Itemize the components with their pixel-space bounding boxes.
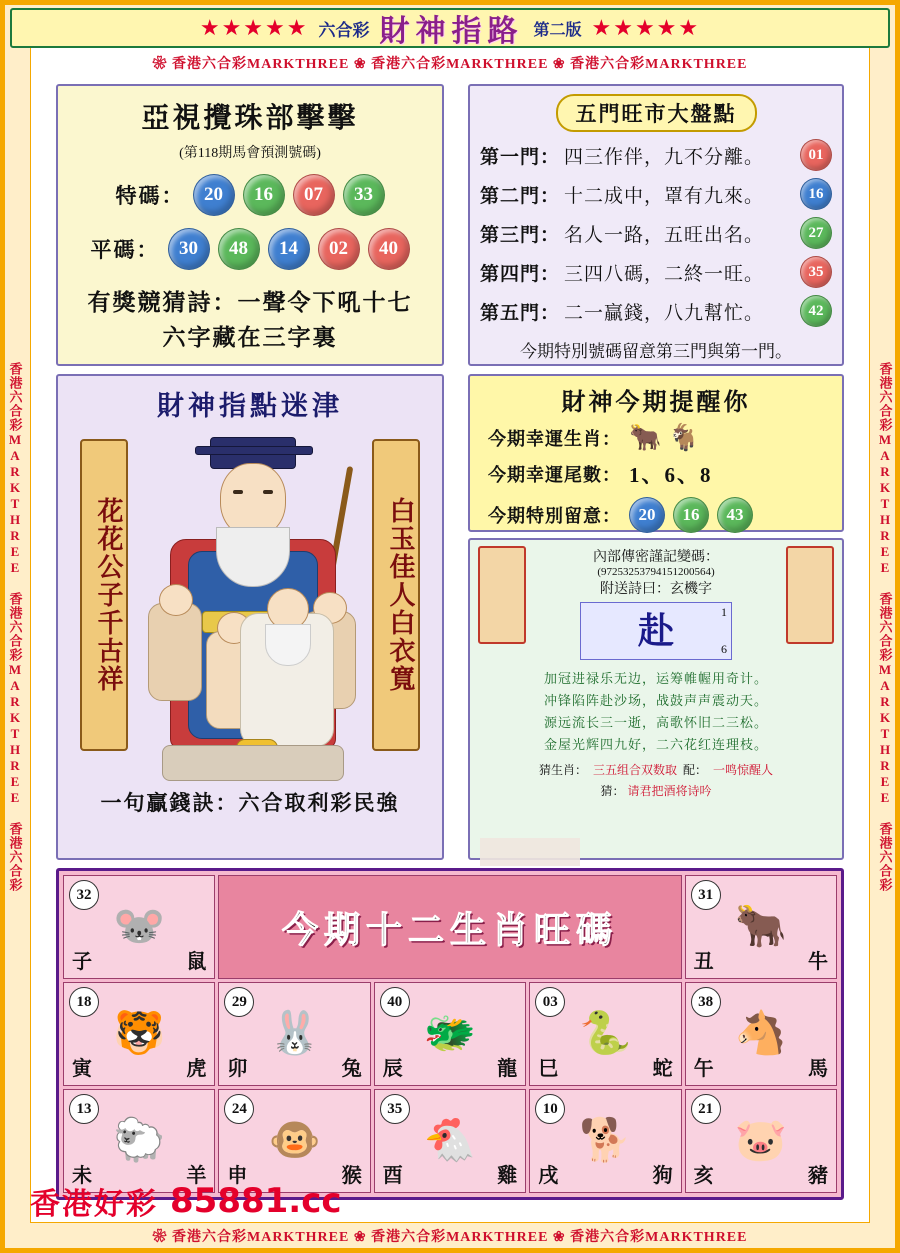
guess-answer: 一鸣惊醒人 xyxy=(713,763,774,777)
marquee-top: ❀ 香港六合彩MARKTHREE ❀ 香港六合彩MARKTHREE ❀ 香港六合彩MARKTHREE xyxy=(152,57,748,72)
zodiac-cell-ox[interactable] xyxy=(685,875,837,979)
tiger-icon: 🐯 xyxy=(113,1011,166,1057)
special-ball: 07 xyxy=(293,174,335,216)
zodiac-name: 龍 xyxy=(497,1058,518,1080)
poem-row: 冲锋陷阵赴沙场，战鼓声声震动天。 xyxy=(543,693,768,708)
zodiac-number: 18 xyxy=(69,987,99,1017)
zodiac-number: 38 xyxy=(691,987,721,1017)
secret-line-2: (97253253794151200564) xyxy=(597,566,715,578)
zodiac-branch: 未 xyxy=(72,1165,92,1187)
snake-icon: 🐍 xyxy=(579,1011,632,1057)
five-gates-footer: 今期特別號碼留意第三門與第一門。 xyxy=(520,342,792,361)
stars-left-icon: ★★★★★ xyxy=(199,15,309,40)
normal-label: 平碼： xyxy=(90,238,160,262)
normal-ball: 14 xyxy=(268,228,310,270)
mystery-character: 赴 xyxy=(637,611,674,651)
zodiac-branch: 戌 xyxy=(538,1165,559,1187)
secret-code-box xyxy=(468,538,844,860)
reminder-box xyxy=(468,374,844,532)
zodiac-grid-title: 今期十二生肖旺碼 xyxy=(281,909,618,950)
prediction-subtitle: (第118期馬會預測號碼) xyxy=(179,146,321,161)
gate-row xyxy=(480,256,832,288)
gate-label: 第一門： xyxy=(480,146,561,168)
zodiac-name: 兔 xyxy=(341,1058,362,1080)
zodiac-branch: 丑 xyxy=(693,951,714,973)
gate-row xyxy=(480,139,832,171)
zodiac-number: 40 xyxy=(380,987,410,1017)
gate-text: 三四八碼，二終一旺。 xyxy=(564,263,765,285)
marquee-bottom: ❀ 香港六合彩MARKTHREE ❀ 香港六合彩MARKTHREE ❀ 香港六合彩MARKTHREE xyxy=(152,1230,748,1245)
zodiac-name: 猴 xyxy=(341,1165,362,1187)
guess-row-2 xyxy=(478,782,834,799)
zodiac-grid xyxy=(63,875,837,1193)
poem-row: 加冠进禄乐无边，运筹帷幄用奇计。 xyxy=(543,671,768,686)
rabbit-icon: 🐰 xyxy=(268,1011,321,1057)
gate-label: 第二門： xyxy=(480,185,561,207)
side-marquee-left: 香港六合彩MARKTHREE 香港六合彩MARKTHREE 香港六合彩 xyxy=(7,361,23,892)
lucky-tail-label: 今期幸運尾數： xyxy=(488,465,621,485)
gate-label: 第五門： xyxy=(480,302,561,324)
blur-patch xyxy=(480,838,580,866)
prediction-title: 亞視攪珠部擊擊 xyxy=(141,103,359,134)
normal-ball: 02 xyxy=(318,228,360,270)
monkey-icon: 🐵 xyxy=(268,1118,321,1164)
zodiac-number: 31 xyxy=(691,880,721,910)
zodiac-name: 鼠 xyxy=(186,951,207,973)
gate-text: 二一贏錢，八九幫忙。 xyxy=(564,302,765,324)
zodiac-number: 21 xyxy=(691,1094,721,1124)
zodiac-number: 03 xyxy=(535,987,565,1017)
secret-code-top xyxy=(478,546,834,660)
gate-label: 第三門： xyxy=(480,224,561,246)
zodiac-name: 狗 xyxy=(652,1165,673,1187)
stars-right-icon: ★★★★★ xyxy=(591,15,701,40)
zodiac-name: 羊 xyxy=(186,1165,207,1187)
zodiac-branch: 巳 xyxy=(538,1058,559,1080)
guess-value: 三五组合双数取 xyxy=(592,763,677,777)
normal-number-row xyxy=(58,228,442,270)
god-of-wealth-box xyxy=(56,374,444,860)
god-of-wealth-footer: 一句贏錢訣：六合取利彩民強 xyxy=(100,791,400,815)
attention-ball: 20 xyxy=(629,497,665,533)
zodiac-number: 32 xyxy=(69,880,99,910)
zodiac-number: 10 xyxy=(535,1094,565,1124)
lucky-zodiac-row xyxy=(480,425,832,451)
zodiac-number: 35 xyxy=(380,1094,410,1124)
goat-icon: 🐑 xyxy=(113,1118,166,1164)
gate-number: 16 xyxy=(800,178,832,210)
gate-row xyxy=(480,217,832,249)
zodiac-name: 雞 xyxy=(497,1165,518,1187)
zodiac-name: 豬 xyxy=(807,1165,828,1187)
eye-left-icon xyxy=(233,490,243,494)
child-head xyxy=(159,584,193,616)
elder-figure xyxy=(240,613,334,747)
gate-number: 42 xyxy=(800,295,832,327)
normal-ball: 48 xyxy=(218,228,260,270)
special-label: 特碼： xyxy=(115,184,185,208)
eye-right-icon xyxy=(263,490,273,494)
normal-ball: 30 xyxy=(168,228,210,270)
special-attention-row xyxy=(480,497,832,533)
ox-icon: 🐂 xyxy=(734,904,787,950)
zodiac-cell-goat[interactable] xyxy=(63,1089,215,1193)
gate-row xyxy=(480,178,832,210)
guess2-value: 请君把酒将诗吟 xyxy=(627,784,712,798)
gate-row xyxy=(480,295,832,327)
zodiac-cell-rooster[interactable] xyxy=(374,1089,526,1193)
zodiac-branch: 亥 xyxy=(693,1165,714,1187)
lucky-zodiac-icons: 🐂 🐐 xyxy=(629,423,701,452)
lucky-tail-row xyxy=(480,459,832,489)
special-ball: 20 xyxy=(193,174,235,216)
zodiac-cell-rabbit[interactable] xyxy=(218,982,370,1086)
face-shape xyxy=(220,463,286,537)
door-god-right-image xyxy=(786,546,834,644)
elder-beard xyxy=(265,624,311,666)
poem-label: 有獎競猜詩： xyxy=(87,290,238,315)
zodiac-number: 24 xyxy=(224,1094,254,1124)
special-number-row xyxy=(58,174,442,216)
attention-ball: 16 xyxy=(673,497,709,533)
dragon-icon: 🐲 xyxy=(423,1011,477,1057)
attention-ball: 43 xyxy=(717,497,753,533)
zodiac-name: 牛 xyxy=(807,951,828,973)
secret-line-3: 附送詩曰：玄機字 xyxy=(600,582,712,597)
special-attention-label: 今期特別留意： xyxy=(488,506,621,526)
top-banner xyxy=(10,8,890,48)
gate-number: 35 xyxy=(800,256,832,288)
god-of-wealth-title: 財神指點迷津 xyxy=(157,391,343,421)
zodiac-branch: 辰 xyxy=(382,1058,403,1080)
guess-match-label: 配： xyxy=(683,763,708,777)
prediction-box xyxy=(56,84,444,366)
gate-text: 名人一路，五旺出名。 xyxy=(564,224,765,246)
poem-line-2: 六字藏在三字裏 xyxy=(162,325,338,350)
zodiac-number: 13 xyxy=(69,1094,99,1124)
gate-number: 27 xyxy=(800,217,832,249)
watermark-text: 香港好彩 xyxy=(30,1188,158,1221)
guess-row xyxy=(478,761,834,778)
lucky-zodiac-label: 今期幸運生肖： xyxy=(488,429,621,449)
couplet-right: 白玉佳人白衣寬 xyxy=(372,439,420,751)
pig-icon: 🐷 xyxy=(734,1118,787,1164)
banner-edition: 第二版 xyxy=(533,21,582,39)
god-of-wealth-stage xyxy=(58,427,442,787)
zodiac-cell-monkey[interactable] xyxy=(218,1089,370,1193)
secret-line-1: 內部傳密謹記變碼： xyxy=(593,550,719,565)
special-ball: 33 xyxy=(343,174,385,216)
gate-text: 四三作伴，九不分離。 xyxy=(564,146,765,168)
zodiac-cell-horse[interactable] xyxy=(685,982,837,1086)
page-title: 財神指路 xyxy=(379,15,524,48)
gate-number: 01 xyxy=(800,139,832,171)
zodiac-cell-snake[interactable] xyxy=(529,982,681,1086)
zodiac-branch: 卯 xyxy=(227,1058,248,1080)
zodiac-branch: 子 xyxy=(72,951,92,973)
gate-label: 第四門： xyxy=(480,263,561,285)
secret-code-mid xyxy=(532,546,780,660)
god-of-wealth-illustration xyxy=(144,435,360,781)
zodiac-grid-box xyxy=(56,868,844,1200)
rooster-icon: 🐔 xyxy=(423,1118,477,1164)
zodiac-branch: 申 xyxy=(227,1165,248,1187)
zodiac-name: 虎 xyxy=(186,1058,207,1080)
normal-ball: 40 xyxy=(368,228,410,270)
zodiac-name: 蛇 xyxy=(652,1058,673,1080)
zodiac-grid-title-cell xyxy=(218,875,681,979)
zodiac-number: 29 xyxy=(224,987,254,1017)
corner-number-top: 1 xyxy=(721,605,727,619)
zodiac-cell-tiger[interactable] xyxy=(63,982,215,1086)
guess-label: 猜生肖： xyxy=(538,763,587,777)
rat-icon: 🐭 xyxy=(113,904,166,950)
watermark-url: 85881.cc xyxy=(170,1181,342,1221)
watermark xyxy=(30,1179,342,1223)
gate-text: 十二成中，罩有九來。 xyxy=(564,185,765,207)
banner-subtitle: 六合彩 xyxy=(318,20,370,40)
zodiac-cell-dog[interactable] xyxy=(529,1089,681,1193)
zodiac-cell-rat[interactable] xyxy=(63,875,215,979)
special-ball: 16 xyxy=(243,174,285,216)
five-gates-title-wrap xyxy=(480,94,832,132)
poem-row: 源远流长三一逝，高歌怀旧二三松。 xyxy=(543,715,768,730)
child-figure xyxy=(148,603,202,701)
five-gates-box xyxy=(468,84,844,366)
secret-poem xyxy=(478,668,834,753)
pedestal-shape xyxy=(162,745,344,781)
horse-icon: 🐴 xyxy=(734,1011,787,1057)
poem-line-1 xyxy=(58,284,442,317)
zodiac-name: 馬 xyxy=(807,1058,828,1080)
couplet-left: 花花公子千古祥 xyxy=(80,439,128,751)
lucky-tail-value: 1、6、8 xyxy=(629,463,713,487)
poem-text-1: 一聲令下吼十七 xyxy=(237,290,413,315)
guess2-label: 猜： xyxy=(600,784,625,798)
side-marquee-right: 香港六合彩MARKTHREE 香港六合彩MARKTHREE 香港六合彩 xyxy=(877,361,893,892)
zodiac-branch: 午 xyxy=(693,1058,714,1080)
reminder-title: 財神今期提醒你 xyxy=(561,390,751,416)
dog-icon: 🐕 xyxy=(579,1118,632,1164)
zodiac-branch: 酉 xyxy=(382,1165,403,1187)
five-gates-title: 五門旺市大盤點 xyxy=(556,94,757,132)
zodiac-cell-pig[interactable] xyxy=(685,1089,837,1193)
corner-number-bottom: 6 xyxy=(721,642,727,656)
mystery-character-box xyxy=(580,602,732,660)
zodiac-cell-dragon[interactable] xyxy=(374,982,526,1086)
door-god-left-image xyxy=(478,546,526,644)
zodiac-branch: 寅 xyxy=(72,1058,92,1080)
poem-row: 金屋光辉四九好，二六花红连理枝。 xyxy=(543,737,768,752)
